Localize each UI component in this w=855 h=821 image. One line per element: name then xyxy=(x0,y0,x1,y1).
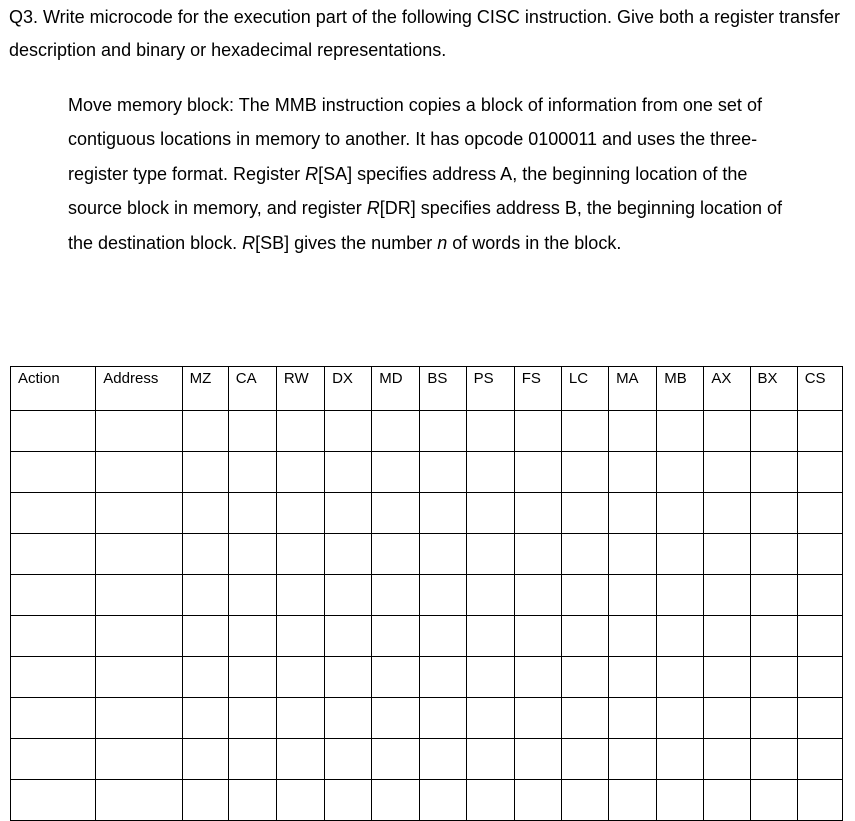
table-cell[interactable] xyxy=(750,534,797,575)
register-r-sa: R xyxy=(305,163,319,184)
table-cell[interactable] xyxy=(11,616,96,657)
description-text-5: of words in the block. xyxy=(447,232,622,253)
table-cell[interactable] xyxy=(228,534,276,575)
table-cell[interactable] xyxy=(96,575,182,616)
table-row xyxy=(11,575,843,616)
table-cell[interactable] xyxy=(750,493,797,534)
col-header-md: MD xyxy=(372,367,420,411)
table-cell[interactable] xyxy=(704,657,750,698)
table-cell[interactable] xyxy=(11,493,96,534)
table-cell[interactable] xyxy=(561,616,608,657)
table-cell[interactable] xyxy=(11,780,96,821)
table-cell[interactable] xyxy=(609,452,657,493)
table-cell[interactable] xyxy=(750,780,797,821)
table-cell[interactable] xyxy=(228,493,276,534)
table-cell[interactable] xyxy=(797,452,842,493)
table-cell[interactable] xyxy=(466,411,514,452)
col-header-mb: MB xyxy=(657,367,704,411)
table-cell[interactable] xyxy=(657,657,704,698)
table-cell[interactable] xyxy=(750,616,797,657)
table-cell[interactable] xyxy=(372,780,420,821)
table-row xyxy=(11,739,843,780)
col-header-fs: FS xyxy=(514,367,561,411)
table-cell[interactable] xyxy=(372,493,420,534)
table-cell[interactable] xyxy=(11,698,96,739)
table-cell[interactable] xyxy=(228,698,276,739)
table-cell[interactable] xyxy=(797,534,842,575)
table-cell[interactable] xyxy=(514,698,561,739)
col-header-bx: BX xyxy=(750,367,797,411)
table-cell[interactable] xyxy=(182,411,228,452)
table-cell[interactable] xyxy=(797,657,842,698)
table-cell[interactable] xyxy=(561,739,608,780)
table-cell[interactable] xyxy=(182,575,228,616)
table-cell[interactable] xyxy=(325,411,372,452)
table-cell[interactable] xyxy=(96,698,182,739)
table-cell[interactable] xyxy=(514,575,561,616)
table-cell[interactable] xyxy=(276,698,324,739)
table-cell[interactable] xyxy=(96,657,182,698)
table-cell[interactable] xyxy=(657,575,704,616)
table-cell[interactable] xyxy=(420,657,466,698)
table-cell[interactable] xyxy=(228,411,276,452)
col-header-ax: AX xyxy=(704,367,750,411)
table-cell[interactable] xyxy=(561,493,608,534)
table-cell[interactable] xyxy=(96,493,182,534)
table-cell[interactable] xyxy=(325,575,372,616)
description-text-2: [SA] specifies address A, the beginning location of the source block in memory, and register xyxy=(68,163,748,219)
table-cell[interactable] xyxy=(657,534,704,575)
table-cell[interactable] xyxy=(657,411,704,452)
table-cell[interactable] xyxy=(704,411,750,452)
table-cell[interactable] xyxy=(561,534,608,575)
table-cell[interactable] xyxy=(228,575,276,616)
table-cell[interactable] xyxy=(561,452,608,493)
table-row xyxy=(11,780,843,821)
table-cell[interactable] xyxy=(182,739,228,780)
table-cell[interactable] xyxy=(96,739,182,780)
col-header-rw: RW xyxy=(276,367,324,411)
col-header-bs: BS xyxy=(420,367,466,411)
variable-n: n xyxy=(437,232,448,253)
table-row xyxy=(11,411,843,452)
instruction-description xyxy=(68,88,798,260)
table-cell[interactable] xyxy=(750,657,797,698)
table-cell[interactable] xyxy=(561,575,608,616)
table-cell[interactable] xyxy=(96,452,182,493)
table-cell[interactable] xyxy=(372,575,420,616)
table-cell[interactable] xyxy=(276,657,324,698)
table-cell[interactable] xyxy=(325,657,372,698)
col-header-ps: PS xyxy=(466,367,514,411)
table-cell[interactable] xyxy=(182,780,228,821)
table-cell[interactable] xyxy=(228,452,276,493)
table-cell[interactable] xyxy=(797,739,842,780)
table-cell[interactable] xyxy=(514,534,561,575)
table-cell[interactable] xyxy=(466,657,514,698)
table-cell[interactable] xyxy=(466,780,514,821)
question-text: Q3. Write microcode for the execution part of the following CISC instruction. Give both a register transfer description and binary or hexadecimal representations. xyxy=(9,7,841,60)
table-cell[interactable] xyxy=(750,698,797,739)
table-cell[interactable] xyxy=(704,698,750,739)
table-cell[interactable] xyxy=(420,411,466,452)
table-cell[interactable] xyxy=(182,452,228,493)
table-cell[interactable] xyxy=(609,657,657,698)
table-cell[interactable] xyxy=(704,616,750,657)
table-cell[interactable] xyxy=(514,657,561,698)
table-cell[interactable] xyxy=(466,493,514,534)
table-cell[interactable] xyxy=(657,780,704,821)
table-cell[interactable] xyxy=(514,493,561,534)
register-r-sb: R xyxy=(242,232,256,253)
table-cell[interactable] xyxy=(466,575,514,616)
table-row xyxy=(11,534,843,575)
table-row xyxy=(11,657,843,698)
table-header-row xyxy=(11,367,843,411)
table-cell[interactable] xyxy=(466,452,514,493)
table-cell[interactable] xyxy=(797,575,842,616)
col-header-lc: LC xyxy=(561,367,608,411)
table-cell[interactable] xyxy=(11,739,96,780)
table-row xyxy=(11,616,843,657)
table-cell[interactable] xyxy=(11,534,96,575)
table-cell[interactable] xyxy=(228,739,276,780)
table-cell[interactable] xyxy=(609,616,657,657)
col-header-mz: MZ xyxy=(182,367,228,411)
table-cell[interactable] xyxy=(797,493,842,534)
table-cell[interactable] xyxy=(514,452,561,493)
col-header-ca: CA xyxy=(228,367,276,411)
table-cell[interactable] xyxy=(609,575,657,616)
table-cell[interactable] xyxy=(704,780,750,821)
col-header-dx: DX xyxy=(325,367,372,411)
table-cell[interactable] xyxy=(372,698,420,739)
col-header-cs: CS xyxy=(797,367,842,411)
table-cell[interactable] xyxy=(609,534,657,575)
table-cell[interactable] xyxy=(704,452,750,493)
table-cell[interactable] xyxy=(466,698,514,739)
table-cell[interactable] xyxy=(704,739,750,780)
table-cell[interactable] xyxy=(420,739,466,780)
table-cell[interactable] xyxy=(561,698,608,739)
table-cell[interactable] xyxy=(609,698,657,739)
table-cell[interactable] xyxy=(750,575,797,616)
table-row xyxy=(11,493,843,534)
table-cell[interactable] xyxy=(797,411,842,452)
table-cell[interactable] xyxy=(420,575,466,616)
table-cell[interactable] xyxy=(228,657,276,698)
table-cell[interactable] xyxy=(11,452,96,493)
register-r-dr: R xyxy=(366,198,380,219)
table-row xyxy=(11,452,843,493)
table-cell[interactable] xyxy=(182,657,228,698)
table-cell[interactable] xyxy=(420,616,466,657)
table-cell[interactable] xyxy=(276,616,324,657)
description-text-1: Move memory block: The MMB instruction copies a block of information from one set of contiguous locations in memory to another. It has opcode 0100011 and uses the three-register type format. Register xyxy=(68,95,762,184)
table-cell[interactable] xyxy=(372,739,420,780)
table-body xyxy=(11,411,843,821)
table-cell[interactable] xyxy=(657,616,704,657)
table-cell[interactable] xyxy=(657,698,704,739)
table-cell[interactable] xyxy=(420,780,466,821)
table-cell[interactable] xyxy=(514,411,561,452)
table-cell[interactable] xyxy=(704,575,750,616)
table-cell[interactable] xyxy=(797,780,842,821)
table-cell[interactable] xyxy=(609,780,657,821)
table-cell[interactable] xyxy=(96,411,182,452)
table-cell[interactable] xyxy=(514,739,561,780)
table-cell[interactable] xyxy=(372,411,420,452)
table-cell[interactable] xyxy=(750,452,797,493)
table-cell[interactable] xyxy=(609,493,657,534)
description-text-3: [DR] specifies address B, the beginning location of the destination block. xyxy=(68,198,783,253)
table-cell[interactable] xyxy=(750,411,797,452)
table-cell[interactable] xyxy=(325,493,372,534)
table-cell[interactable] xyxy=(609,411,657,452)
col-header-address: Address xyxy=(96,367,182,411)
table-cell[interactable] xyxy=(372,657,420,698)
table-cell[interactable] xyxy=(657,739,704,780)
table-cell[interactable] xyxy=(466,534,514,575)
table-cell[interactable] xyxy=(96,780,182,821)
table-cell[interactable] xyxy=(561,657,608,698)
table-cell[interactable] xyxy=(11,411,96,452)
table-cell[interactable] xyxy=(372,534,420,575)
table-cell[interactable] xyxy=(372,452,420,493)
table-cell[interactable] xyxy=(228,780,276,821)
table-cell[interactable] xyxy=(325,698,372,739)
table-cell[interactable] xyxy=(276,575,324,616)
table-cell[interactable] xyxy=(704,493,750,534)
table-cell[interactable] xyxy=(276,493,324,534)
table-cell[interactable] xyxy=(276,739,324,780)
table-cell[interactable] xyxy=(609,739,657,780)
col-header-action: Action xyxy=(11,367,96,411)
table-cell[interactable] xyxy=(514,780,561,821)
table-cell[interactable] xyxy=(514,616,561,657)
table-cell[interactable] xyxy=(420,534,466,575)
table-cell[interactable] xyxy=(276,534,324,575)
table-cell[interactable] xyxy=(96,534,182,575)
table-cell[interactable] xyxy=(325,739,372,780)
table-cell[interactable] xyxy=(797,616,842,657)
table-cell[interactable] xyxy=(372,616,420,657)
table-cell[interactable] xyxy=(657,493,704,534)
table-row xyxy=(11,698,843,739)
table-cell[interactable] xyxy=(276,411,324,452)
table-cell[interactable] xyxy=(704,534,750,575)
description-text-4: [SB] gives the number xyxy=(255,232,438,253)
table-cell[interactable] xyxy=(182,698,228,739)
table-cell[interactable] xyxy=(276,780,324,821)
table-cell[interactable] xyxy=(96,616,182,657)
table-cell[interactable] xyxy=(325,780,372,821)
table-cell[interactable] xyxy=(466,616,514,657)
table-cell[interactable] xyxy=(182,616,228,657)
table-cell[interactable] xyxy=(561,411,608,452)
table-cell[interactable] xyxy=(797,698,842,739)
table-cell[interactable] xyxy=(657,452,704,493)
microcode-table xyxy=(10,366,843,821)
table-cell[interactable] xyxy=(561,780,608,821)
table-cell[interactable] xyxy=(228,616,276,657)
table-cell[interactable] xyxy=(420,493,466,534)
table-cell[interactable] xyxy=(420,698,466,739)
table-cell[interactable] xyxy=(325,534,372,575)
table-cell[interactable] xyxy=(325,452,372,493)
table-cell[interactable] xyxy=(420,452,466,493)
table-cell[interactable] xyxy=(325,616,372,657)
col-header-ma: MA xyxy=(609,367,657,411)
table-cell[interactable] xyxy=(11,657,96,698)
table-cell[interactable] xyxy=(276,452,324,493)
table-cell[interactable] xyxy=(466,739,514,780)
table-cell[interactable] xyxy=(182,493,228,534)
table-cell[interactable] xyxy=(750,739,797,780)
table-cell[interactable] xyxy=(11,575,96,616)
table-cell[interactable] xyxy=(182,534,228,575)
